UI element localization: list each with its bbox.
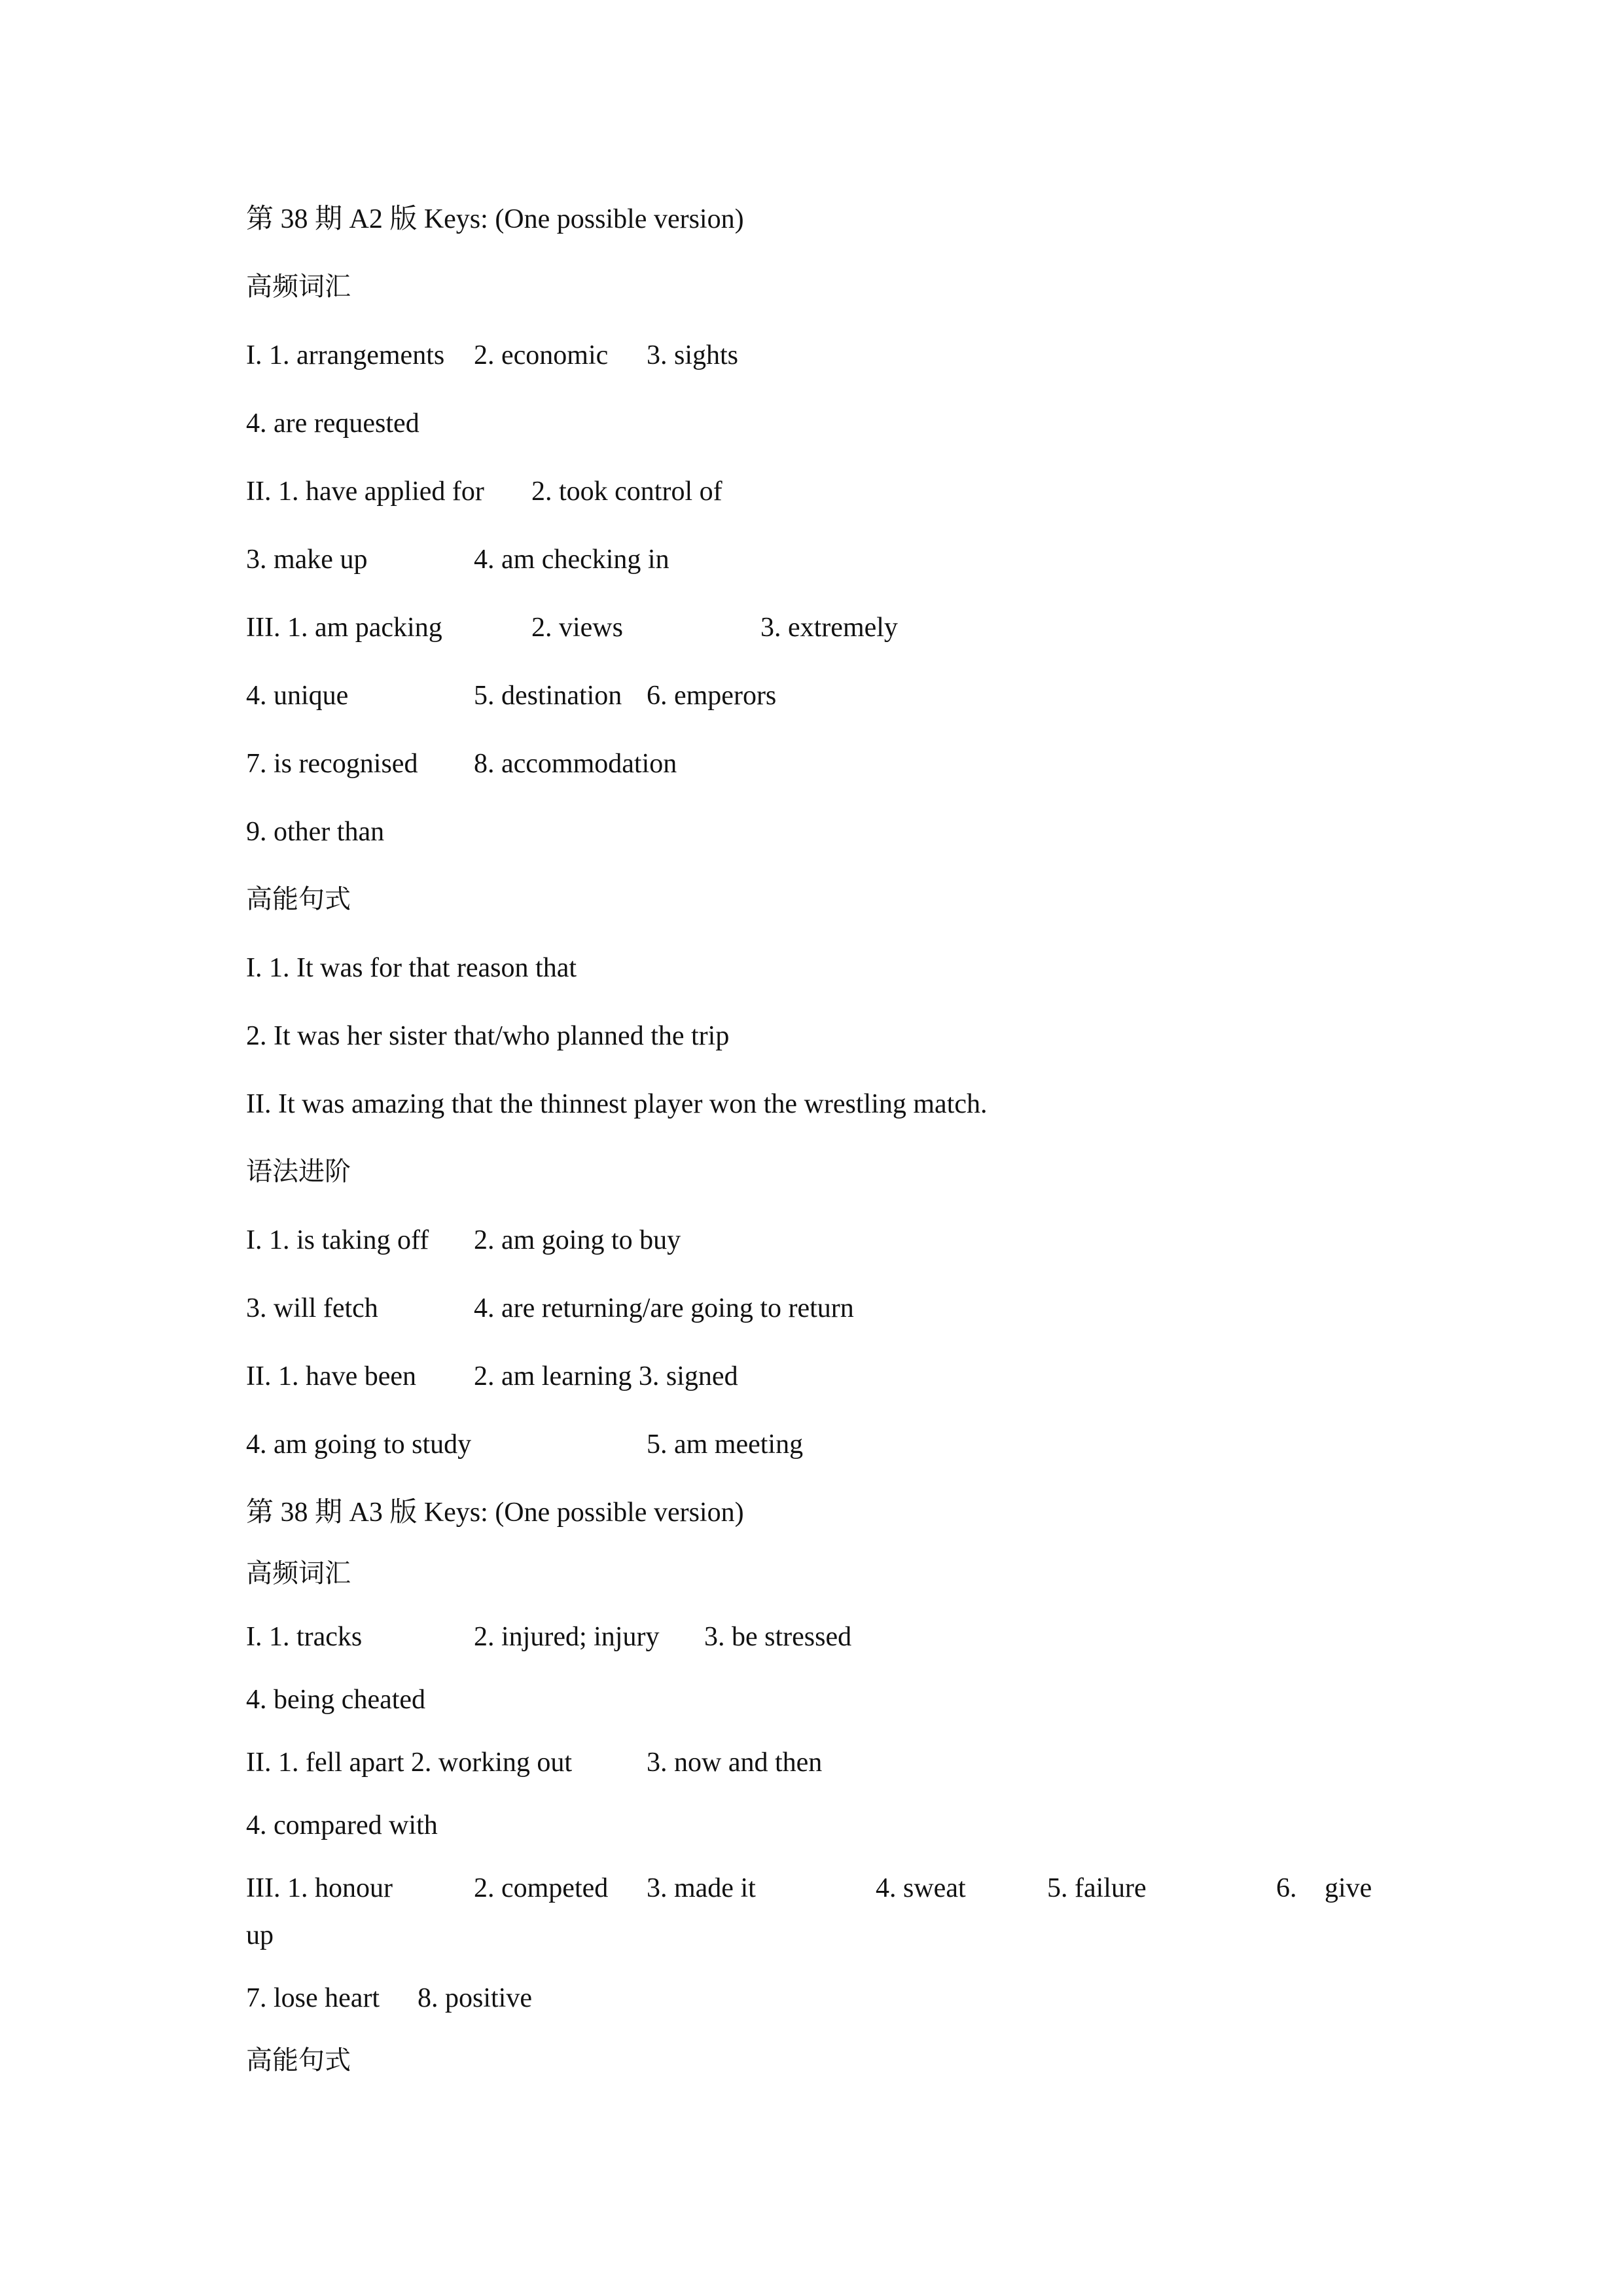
- answer-item: 4. am checking in: [474, 545, 669, 575]
- a2-vocab-part1-line2: 4. are requested: [246, 408, 419, 439]
- answer-item: III. 1. am packing: [246, 613, 442, 643]
- answer-item: 2. competed: [474, 1873, 609, 1903]
- answer-item: 7. is recognised: [246, 749, 418, 779]
- a2-vocab-part3-line4: 9. other than: [246, 817, 385, 847]
- answer-item: 3. make up: [246, 545, 368, 575]
- answer-item: 2. took control of: [531, 476, 722, 507]
- answer-item: I. 1. arrangements: [246, 340, 445, 370]
- answer-item: 2. am learning 3. signed: [474, 1361, 738, 1391]
- a3-vocab-part1-line2: 4. being cheated: [246, 1685, 426, 1715]
- a3-vocab-part2-line2: 4. compared with: [246, 1810, 438, 1840]
- a2-vocab-heading: 高频词汇: [246, 272, 351, 302]
- answer-item: II. 1. have applied for: [246, 476, 484, 507]
- a2-sentence-3: II. It was amazing that the thinnest player won the wrestling match.: [246, 1089, 988, 1119]
- answer-item: II. 1. fell apart 2. working out: [246, 1748, 573, 1778]
- answer-item: 3. made it: [647, 1873, 756, 1903]
- section-a3-header-text: 第 38 期 A3 版 Keys: (One possible version): [246, 1498, 744, 1528]
- answer-item: III. 1. honour: [246, 1873, 393, 1903]
- answer-item: I. 1. tracks: [246, 1622, 363, 1652]
- answer-item: 7. lose heart: [246, 1983, 380, 2013]
- answer-item: 2. economic: [474, 340, 609, 370]
- answer-item: 3. sights: [647, 340, 739, 370]
- answer-item: 4. sweat: [876, 1873, 966, 1903]
- answer-item: II. 1. have been: [246, 1361, 417, 1391]
- answer-item: 2. views: [531, 613, 623, 643]
- answer-item: 3. be stressed: [704, 1622, 852, 1652]
- answer-item: 4. unique: [246, 681, 349, 711]
- section-a3-header: [246, 1496, 744, 1529]
- answer-item: 8. accommodation: [474, 749, 677, 779]
- a2-sentence-2: 2. It was her sister that/who planned the trip: [246, 1021, 730, 1051]
- answer-item: 3. now and then: [647, 1748, 823, 1778]
- a2-grammar-heading: 语法进阶: [246, 1157, 351, 1187]
- answer-item: 4. are returning/are going to return: [474, 1293, 854, 1323]
- a3-vocab-part3-wrap: up: [246, 1920, 274, 1950]
- answer-item: 2. am going to buy: [474, 1225, 681, 1255]
- section-a2-header: [246, 203, 744, 236]
- answer-item: I. 1. is taking off: [246, 1225, 429, 1255]
- answer-item: 3. will fetch: [246, 1293, 378, 1323]
- answer-item: 5. destination: [474, 681, 622, 711]
- answer-item: 3. extremely: [760, 613, 898, 643]
- answer-item-number: 6.: [1276, 1873, 1297, 1903]
- answer-item: 5. failure: [1047, 1873, 1147, 1903]
- a2-sentences-heading: 高能句式: [246, 884, 351, 914]
- a3-vocab-heading: 高频词汇: [246, 1558, 351, 1588]
- answer-item: 2. injured; injury: [474, 1622, 660, 1652]
- a3-sentences-heading: 高能句式: [246, 2045, 351, 2075]
- answer-item: give: [1325, 1873, 1372, 1903]
- answer-item: 5. am meeting: [647, 1429, 804, 1460]
- answer-item: 6. emperors: [647, 681, 777, 711]
- a2-sentence-1: I. 1. It was for that reason that: [246, 953, 577, 983]
- answer-item: 8. positive: [418, 1983, 532, 2013]
- section-a2-header-text: 第 38 期 A2 版 Keys: (One possible version): [246, 204, 744, 234]
- answer-item: 4. am going to study: [246, 1429, 472, 1460]
